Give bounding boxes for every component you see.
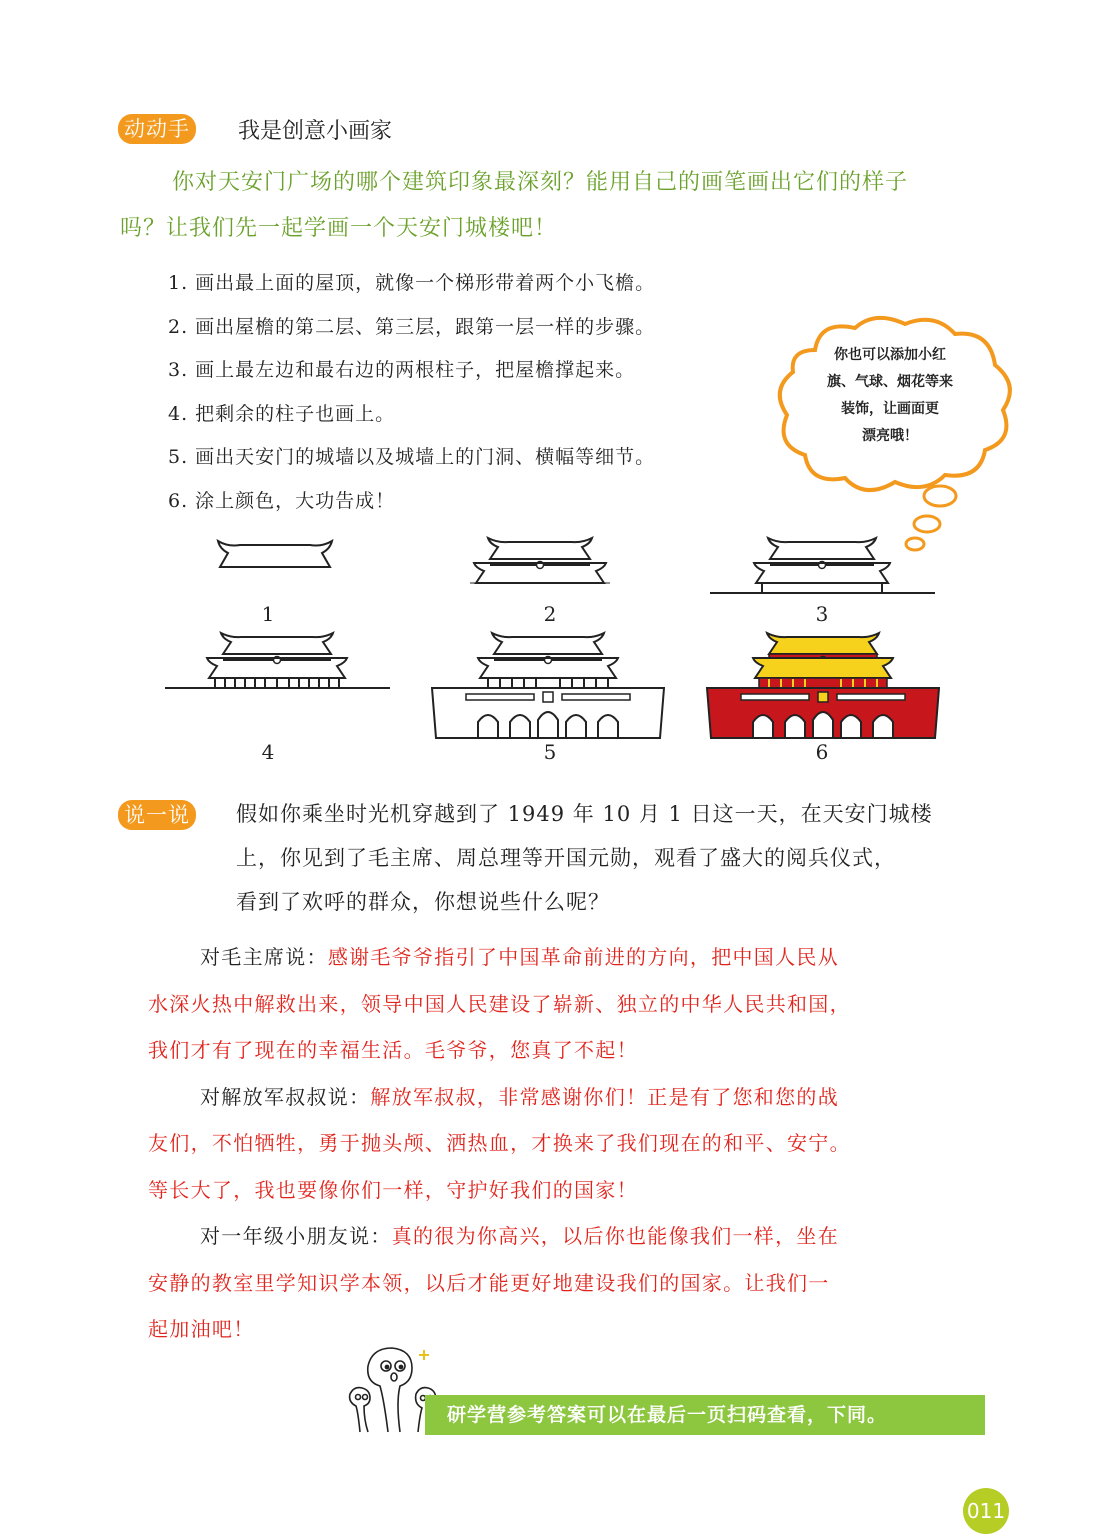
bubble-text: [795, 342, 985, 450]
question-line: 假如你乘坐时光机穿越到了 1949 年 10 月 1 日这一天，在天安门城楼: [236, 802, 933, 826]
figure-number: 1: [261, 602, 275, 626]
answer-text: 真的很为你高兴，以后你也能像我们一样，坐在: [391, 1224, 840, 1248]
section-badge-talk: 说一说: [118, 800, 196, 830]
step-item: 6. 涂上颜色，大功告成！: [168, 489, 396, 512]
answer-text: 解放军叔叔，非常感谢你们！正是有了您和您的战: [370, 1084, 840, 1109]
answer-first-line: [148, 934, 978, 981]
tiananmen-step4-drawing: [165, 630, 390, 695]
page-number: 011: [963, 1488, 1009, 1534]
tiananmen-step6-colored-drawing: [703, 630, 943, 740]
answer-text: 等长大了，我也要像你们一样，守护好我们的国家！: [148, 1177, 638, 1202]
tiananmen-step5-drawing: [428, 630, 668, 740]
bubble-line: 你也可以添加小红: [834, 347, 946, 363]
figure-number: 6: [815, 740, 829, 764]
answer-text: 水深火热中解救出来，领导中国人民建设了崭新、独立的中华人民共和国，: [148, 991, 851, 1016]
step-item: 2. 画出屋檐的第二层、第三层，跟第一层一样的步骤。: [168, 315, 656, 338]
answer-text: 起加油吧！: [148, 1317, 255, 1341]
step-item: 4. 把剩余的柱子也画上。: [168, 402, 396, 425]
answers-block: [148, 934, 978, 1353]
step-item: 3. 画上最左边和最右边的两根柱子，把屋檐撑起来。: [168, 359, 636, 381]
intro-line-1: 你对天安门广场的哪个建筑印象最深刻？能用自己的画笔画出它们的样子: [172, 170, 909, 195]
answer-addressee: 对一年级小朋友说：: [200, 1224, 392, 1248]
section-badge-hands-on: 动动手: [118, 114, 196, 144]
answer-text: 安静的教室里学知识学本领，以后才能更好地建设我们的国家。让我们一: [148, 1270, 830, 1295]
answer-addressee: 对解放军叔叔说：: [200, 1084, 371, 1109]
section-title: 我是创意小画家: [238, 119, 393, 144]
tiananmen-step3-drawing: [710, 535, 935, 600]
answer-item: [148, 934, 978, 1074]
talk-question: [236, 792, 1006, 924]
answer-text: 感谢毛爷爷指引了中国革命前进的方向，把中国人民从: [327, 945, 840, 969]
tiananmen-step2-drawing: [470, 535, 610, 595]
answer-first-line: [148, 1213, 978, 1260]
answer-text: 友们，不怕牺牲，勇于抛头颅、洒热血，才换来了我们现在的和平、安宁。: [148, 1131, 851, 1155]
answer-item: [148, 1074, 978, 1214]
figure-number: 4: [261, 740, 275, 764]
figure-number: 5: [543, 740, 557, 764]
tiananmen-step1-drawing: [210, 535, 340, 575]
figure-number: 3: [815, 602, 829, 626]
bubble-line: 漂亮哦！: [862, 428, 918, 444]
answer-item: [148, 1213, 978, 1353]
answer-addressee: 对毛主席说：: [200, 945, 328, 969]
question-line: 上，你见到了毛主席、周总理等开国元勋，观看了盛大的阅兵仪式，: [236, 846, 896, 870]
intro-line-2: 吗？让我们先一起学画一个天安门城楼吧！: [120, 216, 558, 241]
question-line: 看到了欢呼的群众，你想说些什么呢？: [236, 890, 610, 914]
footer-answer-note: 研学营参考答案可以在最后一页扫码查看，下同。: [425, 1395, 985, 1435]
step-item: 5. 画出天安门的城墙以及城墙上的门洞、横幅等细节。: [168, 446, 656, 468]
step-item: 1. 画出最上面的屋顶，就像一个梯形带着两个小飞檐。: [168, 272, 656, 294]
bubble-line: 旗、气球、烟花等来: [827, 374, 953, 390]
answer-first-line: [148, 1074, 978, 1121]
bubble-line: 装饰，让画面更: [841, 401, 939, 417]
figure-number: 2: [543, 602, 557, 626]
steps-list: [168, 262, 655, 523]
answer-text: 我们才有了现在的幸福生活。毛爷爷，您真了不起！: [148, 1038, 638, 1062]
intro-paragraph: [120, 160, 1000, 252]
